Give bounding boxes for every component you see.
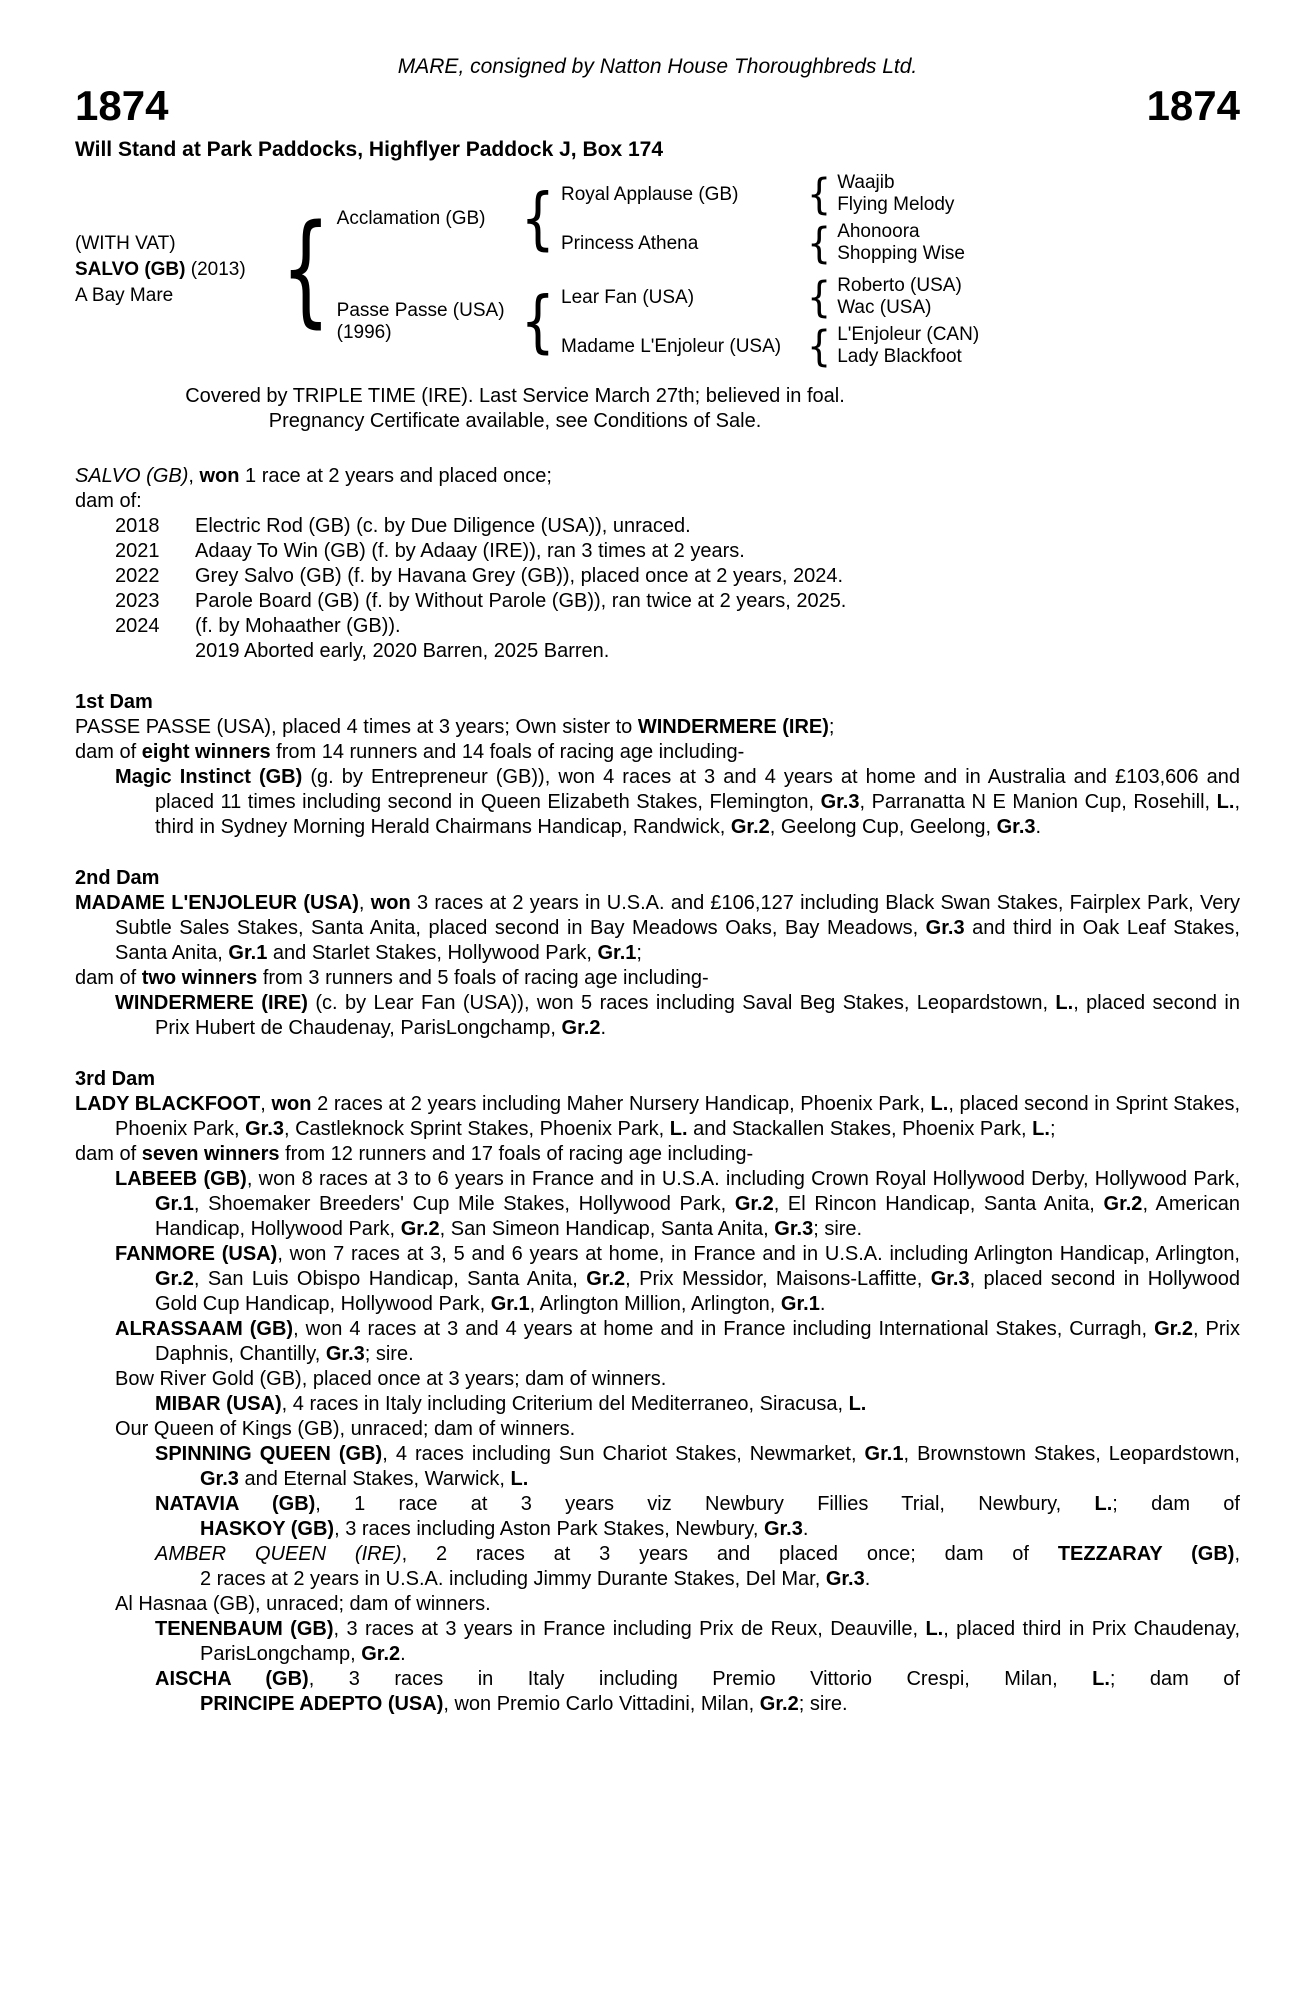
produce-row [75,564,1240,589]
tezzaray-continuation-para: 2 races at 2 years in U.S.A. including Jimmy Durante Stakes, Del Mar, Gr.3. [200,1568,871,1590]
sire-branch [336,169,1240,268]
section-1st-dam [75,690,1240,840]
section-heading-2nd-dam: 2nd Dam [75,867,160,889]
passe-passe-para: PASSE PASSE (USA), placed 4 times at 3 years; Own sister to WINDERMERE (IRE); [75,716,835,738]
pedigree-brace-dam-sire: { [807,272,832,322]
mare-name-line [75,257,275,283]
sire-dam-branch [561,218,1240,268]
consignor-line: MARE, consigned by Natton House Thoroughbreds Ltd. [397,55,918,78]
dam-dam-branch [561,321,1240,371]
aischa-para: AISCHA (GB), 3 races in Italy including Premio Vittorio Crespi, Milan, L.; dam of [155,1668,1240,1690]
sire-sire-dam-name: Flying Melody [837,194,955,215]
magic-instinct-para: Magic Instinct (GB) (g. by Entrepreneur (GB)), won 4 races at 3 and 4 years at home and in Australia and £103,606 and placed 11 times including second in Queen Elizabeth Stakes, Flemington, Gr.3, Parranatta N E Manion Cup, Rosehill, L., third in Sydney Morning Herald Chairmans Handicap, Randwick, Gr.2, Geelong Cup, Geelong, Gr.3. [115,766,1240,838]
sire-sire-name: Royal Applause (GB) [561,183,739,205]
pedigree-subject-block [75,231,275,309]
section-heading-3rd-dam: 3rd Dam [75,1068,156,1090]
principe-adepto-para: PRINCIPE ADEPTO (USA), won Premio Carlo Vittadini, Milan, Gr.2; sire. [200,1693,848,1715]
spinning-queen-para: SPINNING QUEEN (GB), 4 races including Sun Chariot Stakes, Newmarket, Gr.1, Brownstown Stakes, Leopardstown, Gr.3 and Eternal Stakes, Warwick, L. [155,1443,1240,1490]
produce-record-list [75,514,1240,639]
lot-number-right: 1874 [1146,82,1240,129]
mare-race-record [75,464,1240,664]
sire-name: Acclamation (GB) [336,207,486,229]
dam-dam-dam-name: Lady Blackfoot [837,346,962,367]
produce-row [75,589,1240,614]
our-queen-of-kings-para: Our Queen of Kings (GB), unraced; dam of winners. [115,1418,576,1440]
windermere-para: WINDERMERE (IRE) (c. by Lear Fan (USA)), won 5 races including Saval Beg Stakes, Leopardstown, L., placed second in Prix Hubert de Chaudenay, ParisLongchamp, Gr.2. [115,992,1240,1039]
covered-line-1: Covered by TRIPLE TIME (IRE). Last Service March 27th; believed in foal. [185,385,845,407]
produce-text: Adaay To Win (GB) (f. by Adaay (IRE)), ran 3 times at 2 years. [195,540,745,562]
sire-sire-branch [561,169,1240,219]
mibar-para: MIBAR (USA), 4 races in Italy including Criterium del Mediterraneo, Siracusa, L. [155,1393,867,1415]
stand-location-line: Will Stand at Park Paddocks, Highflyer Paddock J, Box 174 [75,138,663,161]
dam-of-eight-winners-para: dam of eight winners from 14 runners and 14 foals of racing age including- [75,741,745,763]
dam-year-foaled: (1996) [336,321,392,343]
dam-of-two-winners-para: dam of two winners from 3 runners and 5 foals of racing age including- [75,967,709,989]
section-body-1st-dam [75,715,1240,840]
dam-sire-sire-name: Roberto (USA) [837,275,962,296]
dam-sire-name: Lear Fan (USA) [561,286,695,308]
section-heading-1st-dam: 1st Dam [75,691,153,713]
section-3rd-dam [75,1067,1240,1717]
produce-row [75,514,1240,539]
pedigree-brace-dam: { [520,281,555,361]
lady-blackfoot-para: LADY BLACKFOOT, won 2 races at 2 years including Maher Nursery Handicap, Phoenix Park, L., placed second in Sprint Stakes, Phoenix Park, Gr.3, Castleknock Sprint Stakes, Phoenix Park, L. and Stackallen Stakes, Phoenix Park, L.; [75,1093,1240,1140]
lot-number-left: 1874 [75,82,169,129]
amber-queen-para: AMBER QUEEN (IRE), 2 races at 3 years and placed once; dam of TEZZARAY (GB), [155,1543,1241,1565]
bow-river-gold-para: Bow River Gold (GB), placed once at 3 years; dam of winners. [115,1368,667,1390]
sire-dam-name: Princess Athena [561,232,699,254]
dam-of-label: dam of: [75,490,142,512]
section-body-3rd-dam [75,1092,1240,1717]
section-2nd-dam [75,866,1240,1041]
pedigree-brace-sire-sire: { [807,169,832,219]
haskoy-para: HASKOY (GB), 3 races including Aston Park Stakes, Newbury, Gr.3. [200,1518,809,1540]
labeeb-para: LABEEB (GB), won 8 races at 3 to 6 years in France and in U.S.A. including Crown Royal Hollywood Derby, Hollywood Park, Gr.1, Shoemaker Breeders' Cup Mile Stakes, Hollywood Park, Gr.2, El Rincon Handicap, Santa Anita, Gr.2, American Handicap, Hollywood Park, Gr.2, San Simeon Handicap, Santa Anita, Gr.3; sire. [115,1168,1241,1240]
produce-text: Electric Rod (GB) (c. by Due Diligence (USA)), unraced. [195,515,691,537]
produce-note: 2019 Aborted early, 2020 Barren, 2025 Barren. [195,640,610,662]
produce-text: (f. by Mohaather (GB)). [195,615,401,637]
tenenbaum-para: TENENBAUM (GB), 3 races at 3 years in France including Prix de Reux, Deauville, L., placed third in Prix Chaudenay, ParisLongchamp, Gr.2. [155,1618,1240,1665]
sire-dam-sire-name: Ahonoora [837,221,920,242]
mare-description: A Bay Mare [75,285,174,306]
produce-year: 2021 [115,540,160,562]
dam-sire-branch [561,272,1240,322]
produce-row [75,539,1240,564]
sire-sire-sire-name: Waajib [837,172,895,193]
alrassaam-para: ALRASSAAM (GB), won 4 races at 3 and 4 years at home and in France including International Stakes, Curragh, Gr.2, Prix Daphnis, Chantilly, Gr.3; sire. [115,1318,1241,1365]
pedigree-brace-root: { [281,200,331,340]
dam-of-seven-winners-para: dam of seven winners from 12 runners and 17 foals of racing age including- [75,1143,754,1165]
produce-text: Grey Salvo (GB) (f. by Havana Grey (GB)), placed once at 2 years, 2024. [195,565,844,587]
dam-name-block [337,300,515,344]
covered-line-2: Pregnancy Certificate available, see Conditions of Sale. [268,410,762,432]
section-body-2nd-dam [75,891,1240,1041]
covering-details [75,384,955,434]
produce-year: 2024 [115,615,160,637]
dam-dam-name: Madame L'Enjoleur (USA) [561,335,782,357]
produce-year: 2022 [115,565,160,587]
pedigree-table [75,169,1240,371]
produce-row [75,614,1240,639]
vat-note: (WITH VAT) [75,233,176,254]
dam-dam-sire-name: L'Enjoleur (CAN) [837,324,980,345]
mare-year-foaled: (2013) [190,259,246,280]
dam-sire-dam-name: Wac (USA) [837,297,932,318]
madame-lenjoleur-para: MADAME L'ENJOLEUR (USA), won 3 races at 2 years in U.S.A. and £106,127 including Black Swan Stakes, Fairplex Park, Very Subtle Sales Stakes, Santa Anita, placed second in Bay Meadows Oaks, Bay Meadows, Gr.3 and third in Oak Leaf Stakes, Santa Anita, Gr.1 and Starlet Stakes, Hollywood Park, Gr.1; [75,892,1241,964]
pedigree-brace-dam-dam: { [807,321,832,371]
produce-year: 2023 [115,590,160,612]
al-hasnaa-para: Al Hasnaa (GB), unraced; dam of winners. [115,1593,491,1615]
mare-record-intro: SALVO (GB), won 1 race at 2 years and placed once; [75,465,552,487]
mare-name: SALVO (GB) [75,259,186,280]
produce-text: Parole Board (GB) (f. by Without Parole (GB)), ran twice at 2 years, 2025. [195,590,847,612]
sire-dam-dam-name: Shopping Wise [837,243,965,264]
fanmore-para: FANMORE (USA), won 7 races at 3, 5 and 6 years at home, in France and in U.S.A. including Arlington Handicap, Arlington, Gr.2, San Luis Obispo Handicap, Santa Anita, Gr.2, Prix Messidor, Maisons-Laffitte, Gr.3, placed second in Hollywood Gold Cup Handicap, Hollywood Park, Gr.1, Arlington Million, Arlington, Gr.1. [115,1243,1240,1315]
lot-number-row [75,83,1240,129]
pedigree-brace-sire-dam: { [807,218,832,268]
natavia-para: NATAVIA (GB), 1 race at 3 years viz Newbury Fillies Trial, Newbury, L.; dam of [155,1493,1240,1515]
pedigree-brace-sire: { [520,178,555,258]
dam-name: Passe Passe (USA) [336,299,505,321]
produce-year: 2018 [115,515,160,537]
dam-branch [336,272,1240,371]
